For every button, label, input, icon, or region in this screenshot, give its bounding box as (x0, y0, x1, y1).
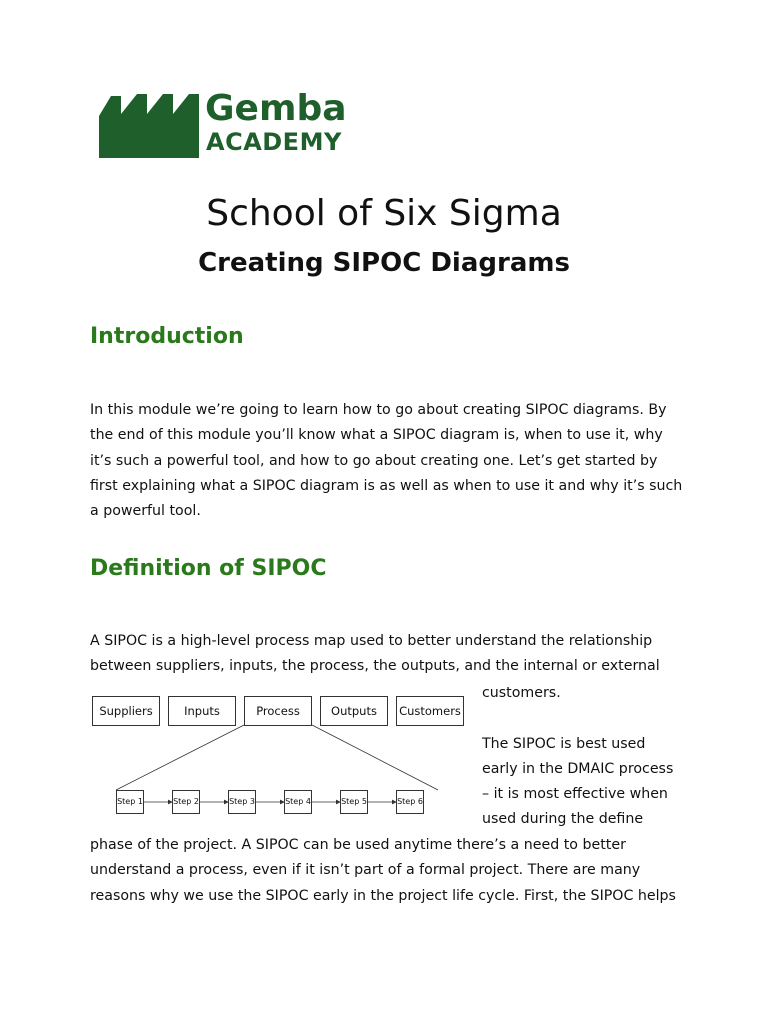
factory-skyline-icon (99, 94, 199, 160)
paragraph-line: first explaining what a SIPOC diagram is as well as when to use it and why it’s such (90, 477, 683, 494)
gemba-academy-logo (99, 88, 361, 160)
paragraph-line: phase of the project. A SIPOC can be used anytime there’s a need to better (90, 837, 626, 853)
paragraph-line: In this module we’re going to learn how to go about creating SIPOC diagrams. By (90, 402, 667, 418)
paragraph-line (482, 706, 673, 731)
paragraph-line: between suppliers, inputs, the process, the outputs, and the internal or external (90, 658, 660, 675)
sipoc-box-outputs: Outputs (320, 696, 388, 726)
sipoc-box-suppliers: Suppliers (92, 696, 160, 726)
process-step-6: Step 6 (396, 790, 424, 814)
sipoc-diagram (88, 690, 472, 826)
paragraph-line: early in the DMAIC process (482, 760, 674, 777)
definition-side-text (482, 681, 673, 833)
paragraph-line: a powerful tool. (90, 503, 201, 520)
paragraph-line: – it is most effective when (482, 786, 668, 803)
introduction-paragraph (90, 398, 690, 524)
paragraph-line: reasons why we use the SIPOC early in the project life cycle. First, the SIPOC helps (90, 887, 676, 904)
process-step-5: Step 5 (340, 790, 368, 814)
introduction-heading: Introduction (90, 324, 244, 349)
sipoc-box-inputs: Inputs (168, 696, 236, 726)
definition-paragraph-top (90, 629, 690, 680)
process-step-3: Step 3 (228, 790, 256, 814)
paragraph-line: understand a process, even if it isn’t part of a formal project. There are many (90, 862, 641, 879)
paragraph-line: A SIPOC is a high-level process map used to better understand the relationship (90, 633, 653, 649)
paragraph-line: customers. (482, 685, 561, 701)
logo-wordmark-academy: ACADEMY (206, 128, 342, 156)
definition-heading: Definition of SIPOC (90, 556, 327, 581)
sipoc-box-customers: Customers (396, 696, 464, 726)
paragraph-line: The SIPOC is best used (482, 735, 646, 752)
document-title: School of Six Sigma (206, 193, 562, 234)
paragraph-line: the end of this module you’ll know what a SIPOC diagram is, when to use it, why (90, 427, 663, 444)
process-step-1: Step 1 (116, 790, 144, 814)
process-step-2: Step 2 (172, 790, 200, 814)
paragraph-line: it’s such a powerful tool, and how to go about creating one. Let’s get started by (90, 452, 658, 469)
document-subtitle: Creating SIPOC Diagrams (198, 248, 570, 278)
sipoc-box-process: Process (244, 696, 312, 726)
logo-wordmark-gemba: Gemba (205, 88, 347, 129)
process-step-4: Step 4 (284, 790, 312, 814)
definition-paragraph-bottom (90, 833, 690, 909)
paragraph-line: used during the define (482, 811, 644, 828)
